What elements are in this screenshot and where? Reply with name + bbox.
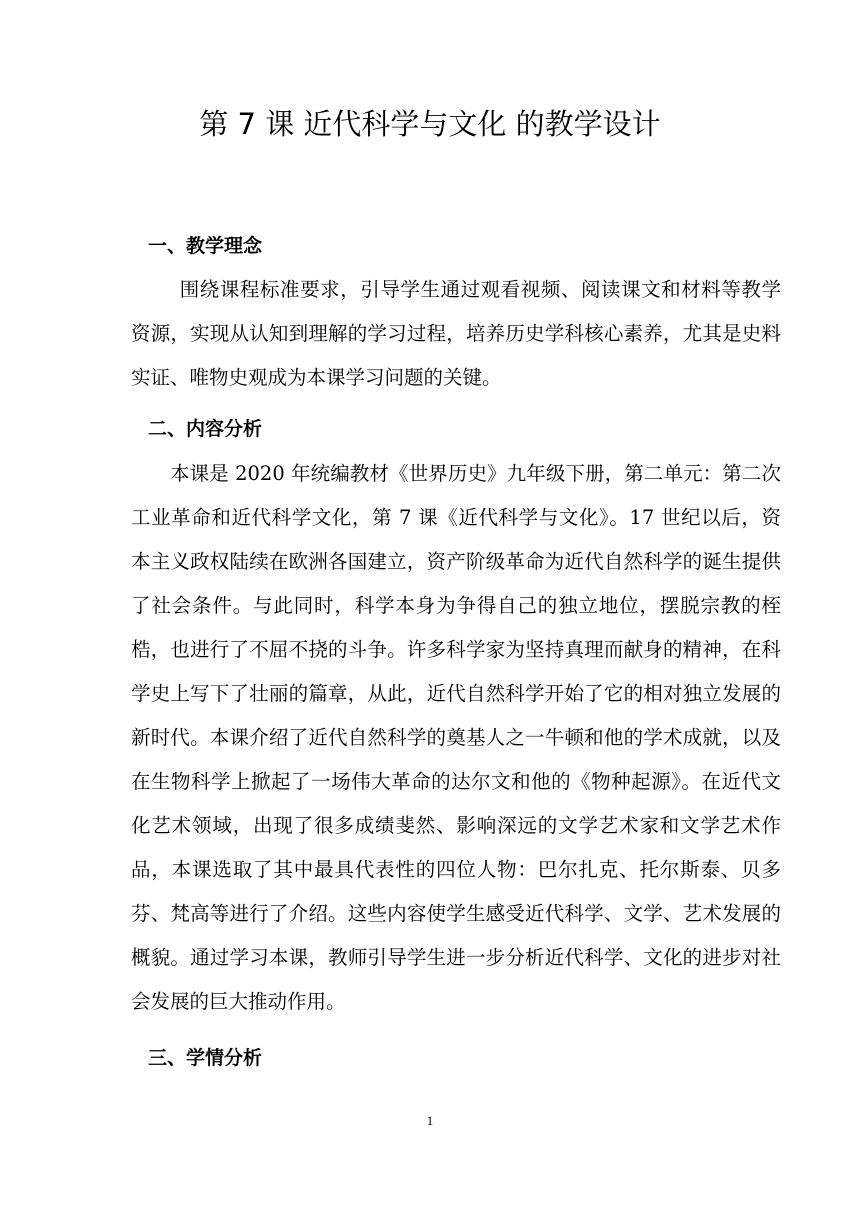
section-body-content-analysis bbox=[131, 452, 781, 1024]
section-heading-teaching-philosophy: 一、教学理念 bbox=[148, 235, 263, 257]
paragraph: 围绕课程标准要求，引导学生通过观看视频、阅读课文和材料等教学资源，实现从认知到理解的学习过程，培养历史学科核心素养，尤其是史料实证、唯物史观成为本课学习问题的关键。 bbox=[131, 278, 781, 389]
paragraph: 本课是 2020 年统编教材《世界历史》九年级下册，第二单元：第二次工业革命和近代科学文化，第 7 课《近代科学与文化》。17 世纪以后，资本主义政权陆续在欧洲各国建立，资产阶级革命为近代自然科学的诞生提供了社会条件。与此同时，科学本身为争得自己的独立地位，摆脱宗教的桎梏，也进行了不屈不挠的斗争。许多科学家为坚持真理而献身的精神，在科学史上写下了壮丽的篇章，从此，近代自然科学开始了它的相对独立发展的新时代。本课介绍了近代自然科学的奠基人之一牛顿和他的学术成就，以及在生物科学上掀起了一场伟大革命的达尔文和他的《物种起源》。在近代文化艺术领域，出现了很多成绩斐然、影响深远的文学艺术家和文学艺术作品，本课选取了其中最具代表性的四位人物：巴尔扎克、托尔斯泰、贝多芬、梵高等进行了介绍。这些内容使学生感受近代科学、文学、艺术发展的概貌。通过学习本课，教师引导学生进一步分析近代科学、文化的进步对社会发展的巨大推动作用。 bbox=[131, 462, 781, 1013]
page-number: 1 bbox=[426, 1113, 434, 1128]
section-heading-content-analysis: 二、内容分析 bbox=[148, 418, 263, 440]
document-title: 第 7 课 近代科学与文化 的教学设计 bbox=[199, 107, 661, 141]
section-body-teaching-philosophy bbox=[131, 268, 781, 400]
section-heading-learner-analysis: 三、学情分析 bbox=[148, 1047, 263, 1069]
